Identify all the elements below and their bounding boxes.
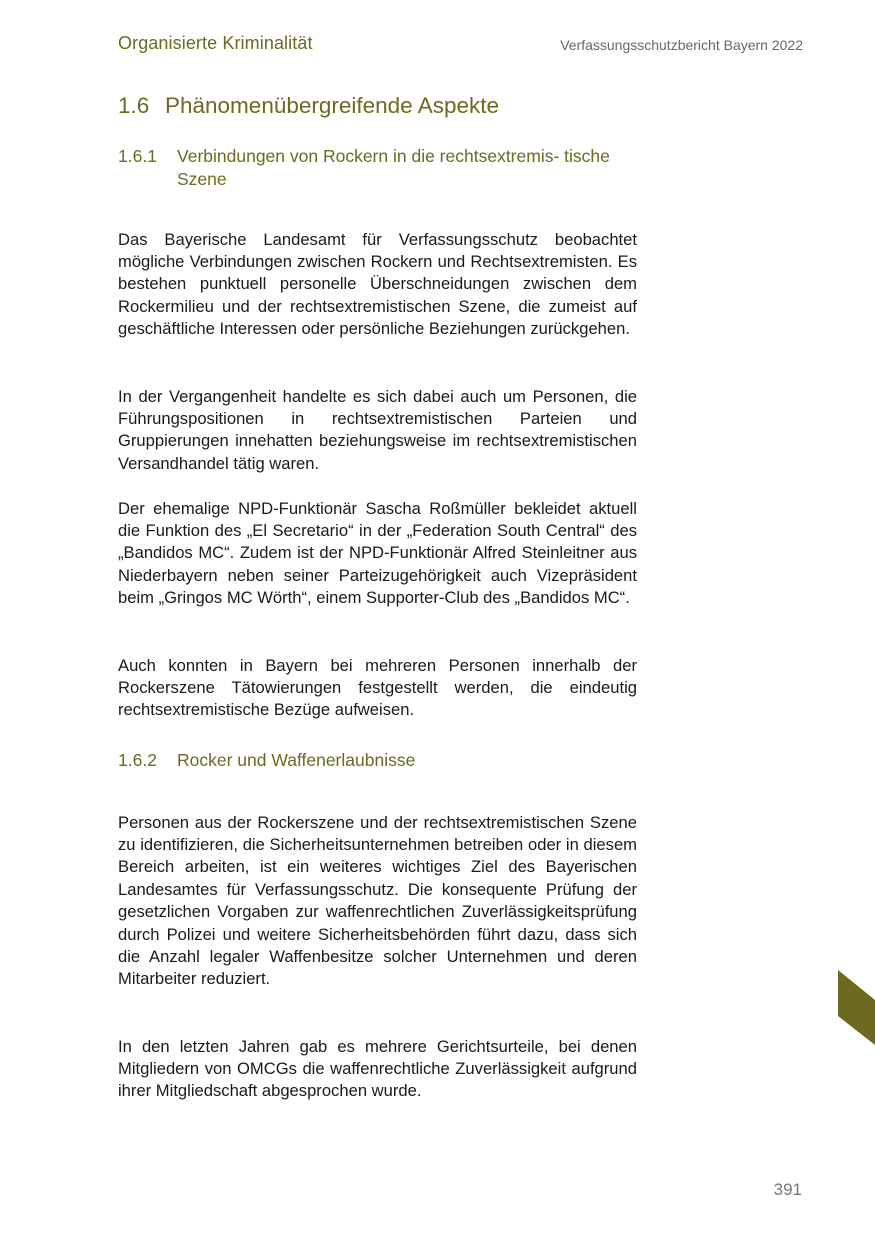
subsection-heading-2 <box>118 749 628 772</box>
body-paragraph: In den letzten Jahren gab es mehrere Gerichtsurteile, bei denen Mitgliedern von OMCGs die waffenrechtliche Zuverlässigkeit aufgrund ihrer Mitgliedschaft abgesprochen wurde. <box>118 1036 637 1101</box>
running-head-publication: Verfassungsschutzbericht Bayern 2022 <box>560 37 803 53</box>
body-paragraph: Personen aus der Rockerszene und der rechtsextremistischen Szene zu identifizieren, die Sicherheitsunternehmen betreiben oder in diesem Bereich arbeiten, ist ein weiteres wichtiges Ziel des Bayerischen Landesamtes für Verfassungsschutz. Die konsequente Prüfung der gesetzlichen Vorgaben zur waffenrechtlichen Zuverlässigkeitsprüfung durch Polizei und weitere Sicherheitsbehörden führt dazu, dass sich die Anzahl legaler Waffenbesitze solcher Unternehmen und deren Mitarbeiter reduziert. <box>118 812 637 989</box>
subsection-number: 1.6.2 <box>118 750 157 770</box>
body-paragraph: Der ehemalige NPD-Funktionär Sascha Roßmüller bekleidet aktuell die Funktion des „El Secretario“ in der „Federation South Central“ des „Bandidos MC“. Zudem ist der NPD-Funktionär Alfred Steinleitner aus Niederbayern neben seiner Parteizugehörigkeit auch Vizepräsident beim „Gringos MC Wörth“, einem Supporter-Club des „Bandidos MC“. <box>118 498 637 608</box>
body-paragraph: In der Vergangenheit handelte es sich dabei auch um Personen, die Führungspositionen in rechtsextremistischen Parteien und Gruppierungen innehatten beziehungsweise im rechtsextremistischen Versandhandel tätig waren. <box>118 386 637 473</box>
page-number: 391 <box>773 1180 802 1199</box>
body-paragraph: Auch konnten in Bayern bei mehreren Personen innerhalb der Rockerszene Tätowierungen festgestellt werden, die eindeutig rechtsextremistische Bezüge aufweisen. <box>118 655 637 720</box>
chapter-thumb-tab <box>838 970 875 1045</box>
section-heading <box>118 93 499 119</box>
section-title: Phänomenübergreifende Aspekte <box>165 93 499 118</box>
subsection-title: Rocker und Waffenerlaubnisse <box>177 750 416 770</box>
thumb-tab-shape <box>838 970 875 1045</box>
section-number: 1.6 <box>118 93 150 118</box>
subsection-number: 1.6.1 <box>118 146 157 166</box>
body-paragraph: Das Bayerische Landesamt für Verfassungsschutz beobachtet mögliche Verbindungen zwischen Rockern und Rechtsextremisten. Es bestehen punktuell personelle Überschneidungen zwischen dem Rockermilieu und der rechtsextremistischen Szene, die zumeist auf geschäftliche Interessen oder persönliche Beziehungen zurückgehen. <box>118 229 637 339</box>
subsection-title: Verbindungen von Rockern in die rechtsextremis- tische Szene <box>177 146 610 189</box>
subsection-heading-1 <box>118 145 628 191</box>
running-head-chapter: Organisierte Kriminalität <box>118 33 313 53</box>
